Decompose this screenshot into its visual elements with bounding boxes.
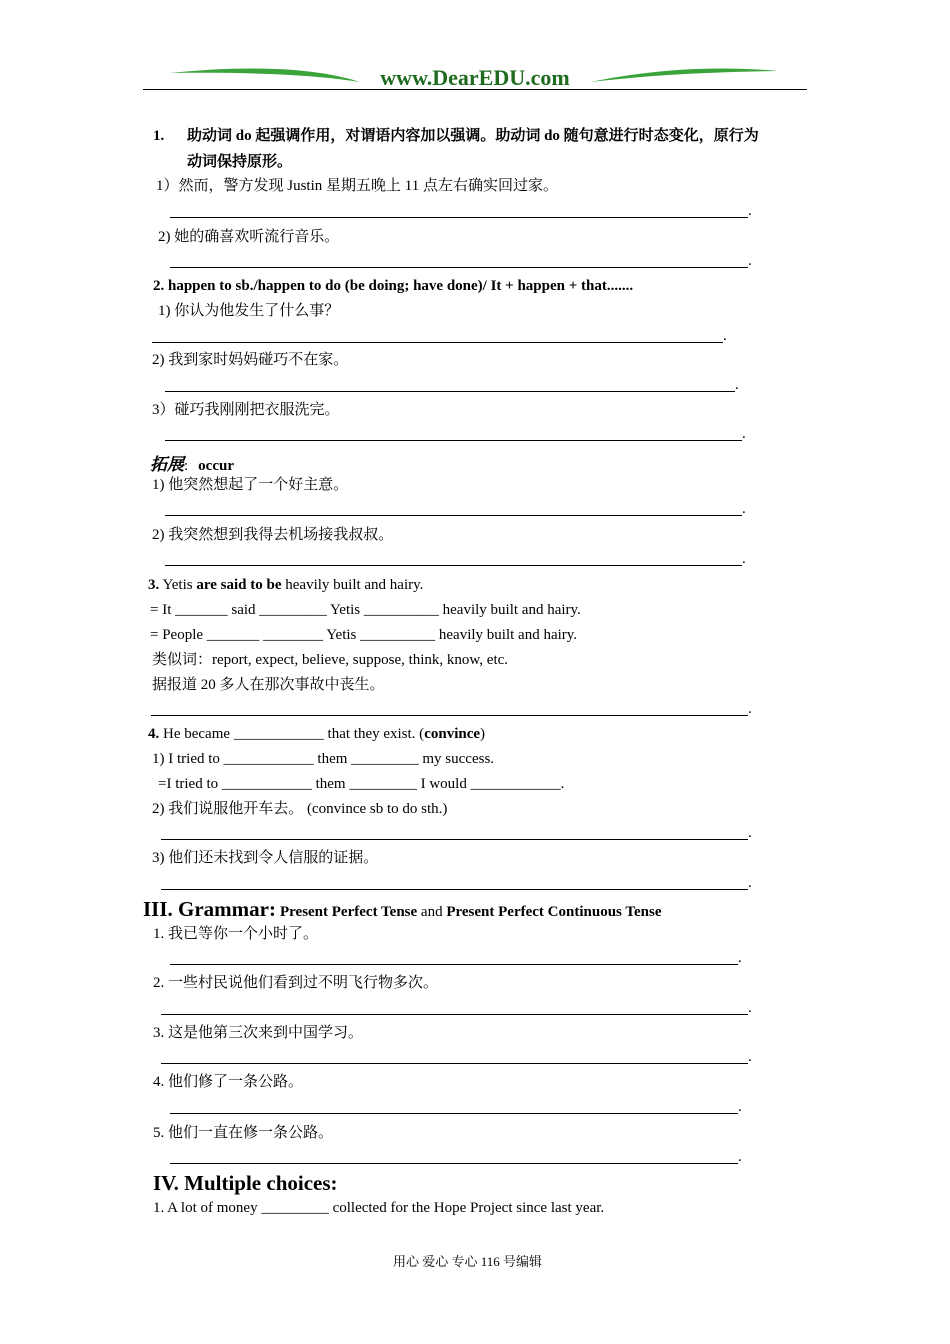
grammar-question-2: 2. 一些村民说他们看到过不明飞行物多次。 xyxy=(153,975,439,991)
section-2-question-1: 1) 你认为他发生了什么事？ xyxy=(158,303,340,319)
blank-period: . xyxy=(738,950,742,966)
section-4-number: 4. xyxy=(148,726,160,742)
blank-period: . xyxy=(748,1049,752,1065)
section-3-line-1 xyxy=(148,576,423,594)
blank-period: . xyxy=(742,501,746,517)
section-2-title: 2. happen to sb./happen to do (be doing; have done)/ It + happen + that....... xyxy=(153,278,634,294)
answer-blank[interactable] xyxy=(170,267,748,268)
header-rule xyxy=(143,89,807,90)
section-4-bold: convince xyxy=(424,726,481,742)
grammar-tense-1: Present Perfect Tense xyxy=(279,904,418,920)
blank-period: . xyxy=(748,701,752,717)
blank-period: . xyxy=(738,1149,742,1165)
section-4-line-2: 1) I tried to ____________ them _________ my success. xyxy=(152,751,495,767)
blank-period: . xyxy=(742,426,746,442)
section-4-line-5: 3) 他们还未找到令人信服的证据。 xyxy=(152,850,379,866)
blank-period: . xyxy=(735,377,739,393)
blank-period: . xyxy=(748,1000,752,1016)
answer-blank[interactable] xyxy=(170,1163,738,1164)
section-3-line-2: = It _______ said _________ Yetis __________ heavily built and hairy. xyxy=(150,602,581,618)
extension-heading xyxy=(150,450,234,475)
section-4-line-3: =I tried to ____________ them _________ I would ____________. xyxy=(158,776,565,792)
blank-period: . xyxy=(748,875,752,891)
logo-swoosh-left-icon xyxy=(170,69,360,82)
grammar-question-4: 4. 他们修了一条公路。 xyxy=(153,1074,304,1090)
section-1-line-1: 助动词 do 起强调作用，对谓语内容加以强调。助动词 do 随句意进行时态变化，原行为 xyxy=(187,128,759,144)
answer-blank[interactable] xyxy=(165,515,742,516)
section-1-question-1: 1）然而，警方发现 Justin 星期五晚上 11 点左右确实回过家。 xyxy=(156,178,558,194)
extension-word: occur xyxy=(198,458,234,474)
answer-blank[interactable] xyxy=(152,342,723,343)
blank-period: . xyxy=(738,1099,742,1115)
grammar-question-1: 1. 我已等你一个小时了。 xyxy=(153,926,319,942)
section-3-pre: Yetis xyxy=(159,577,197,593)
answer-blank[interactable] xyxy=(165,391,735,392)
blank-period: . xyxy=(723,328,727,344)
blank-period: . xyxy=(748,203,752,219)
section-1-number: 1. xyxy=(153,128,165,144)
answer-blank[interactable] xyxy=(170,1113,738,1114)
section-3-bold: are said to be xyxy=(196,577,282,593)
answer-blank[interactable] xyxy=(161,839,748,840)
section-2-question-3: 3）碰巧我刚刚把衣服洗完。 xyxy=(152,402,340,418)
section-3-line-5: 据报道 20 多人在那次事故中丧生。 xyxy=(152,677,385,693)
logo-swoosh-right-icon xyxy=(590,69,778,82)
answer-blank[interactable] xyxy=(165,440,742,441)
extension-colon: : xyxy=(184,458,189,474)
answer-blank[interactable] xyxy=(161,1014,748,1015)
section-3-number: 3. xyxy=(148,577,160,593)
section-4-pre: He became ____________ that they exist. ( xyxy=(159,726,425,742)
blank-period: . xyxy=(748,253,752,269)
section-3-post: heavily built and hairy. xyxy=(281,577,424,593)
section-2-question-2: 2) 我到家时妈妈碰巧不在家。 xyxy=(152,352,349,368)
multiple-choice-heading: IV. Multiple choices: xyxy=(153,1171,338,1195)
section-3-line-4: 类似词：report, expect, believe, suppose, think, know, etc. xyxy=(152,652,509,668)
answer-blank[interactable] xyxy=(165,565,742,566)
extension-question-2: 2) 我突然想到我得去机场接我叔叔。 xyxy=(152,527,394,543)
answer-blank[interactable] xyxy=(161,889,748,890)
section-1-question-2: 2) 她的确喜欢听流行音乐。 xyxy=(158,229,340,245)
grammar-question-3: 3. 这是他第三次来到中国学习。 xyxy=(153,1025,364,1041)
section-1-line-2: 动词保持原形。 xyxy=(187,154,293,170)
extension-label: 拓展 xyxy=(150,455,184,474)
answer-blank[interactable] xyxy=(161,1063,748,1064)
section-3-line-3: = People _______ ________ Yetis __________ heavily built and hairy. xyxy=(150,627,578,643)
extension-question-1: 1) 他突然想起了一个好主意。 xyxy=(152,477,349,493)
dearedu-logo xyxy=(160,60,790,90)
section-4-post: ) xyxy=(480,726,486,742)
page-footer: 用心 爱心 专心 116 号编辑 xyxy=(393,1254,543,1269)
blank-period: . xyxy=(748,825,752,841)
grammar-roman: III. Grammar: xyxy=(143,897,276,921)
multiple-choice-question-1: 1. A lot of money _________ collected for the Hope Project since last year. xyxy=(153,1200,605,1216)
answer-blank[interactable] xyxy=(151,715,748,716)
grammar-question-5: 5. 他们一直在修一条公路。 xyxy=(153,1125,334,1141)
logo-text: www.DearEDU.com xyxy=(380,65,570,90)
answer-blank[interactable] xyxy=(170,964,738,965)
answer-blank[interactable] xyxy=(170,217,748,218)
section-4-line-4: 2) 我们说服他开车去。 (convince sb to do sth.) xyxy=(152,801,448,817)
blank-period: . xyxy=(742,551,746,567)
section-4-line-1 xyxy=(148,725,485,743)
grammar-tense-2: Present Perfect Continuous Tense xyxy=(446,904,662,920)
grammar-heading xyxy=(143,897,661,921)
grammar-and: and xyxy=(417,904,447,920)
